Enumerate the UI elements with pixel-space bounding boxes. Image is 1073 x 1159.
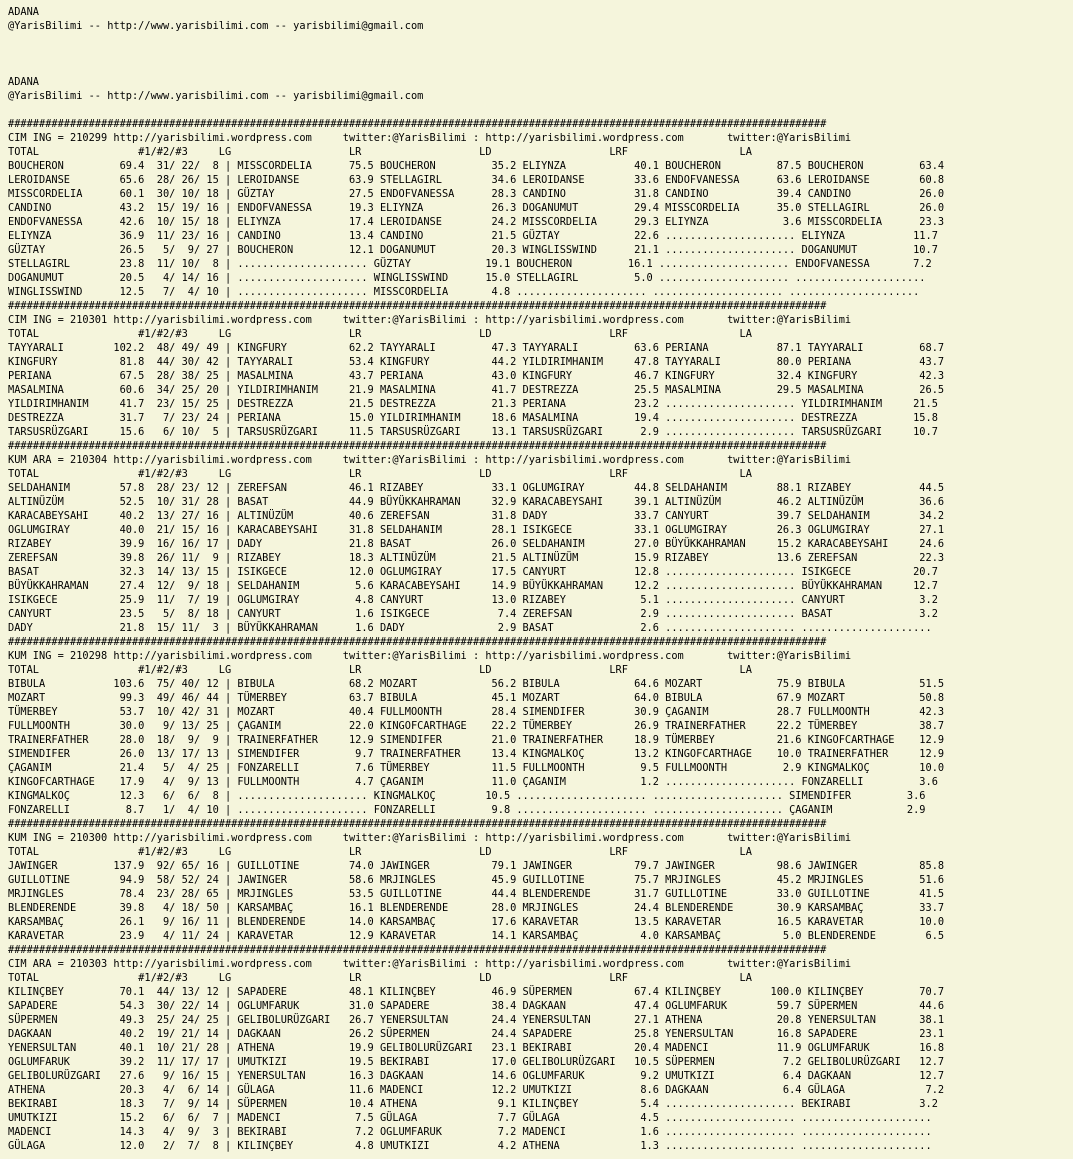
race-row: JAWINGER 137.9 92/ 65/ 16 | GUILLOTINE 74.0 JAWINGER 79.1 JAWINGER 79.7 JAWINGER 98.6 JAWINGER 85.8 xyxy=(8,860,945,872)
contact-line-repeat: @YarisBilimi -- http://www.yarisbilimi.com -- yarisbilimi@gmail.com xyxy=(8,90,424,102)
race-row: ATHENA 20.3 4/ 6/ 14 | GÜLAGA 11.6 MADENCI 12.2 UMUTKIZI 8.6 DAGKAAN 6.4 GÜLAGA 7.2 xyxy=(8,1084,945,1096)
separator-line: #################################################################################################################################### xyxy=(8,944,827,956)
race-row: ÇAGANIM 21.4 5/ 4/ 25 | FONZARELLI 7.6 TÜMERBEY 11.5 FULLMOONTH 9.5 FULLMOONTH 2.9 KINGMALKOÇ 10.0 xyxy=(8,762,945,774)
race-row: UMUTKIZI 15.2 6/ 6/ 7 | MADENCI 7.5 GÜLAGA 7.7 GÜLAGA 4.5 ..................... ..................... xyxy=(8,1112,932,1124)
race-header: CIM ING = 210301 http://yarisbilimi.wordpress.com twitter:@YarisBilimi : http://yarisbilimi.wordpress.com twitter:@YarisBilimi xyxy=(8,314,852,326)
race-header: CIM ING = 210299 http://yarisbilimi.wordpress.com twitter:@YarisBilimi : http://yarisbilimi.wordpress.com twitter:@YarisBilimi xyxy=(8,132,852,144)
column-header: TOTAL #1/#2/#3 LG LR LD LRF LA xyxy=(8,972,752,984)
race-header: KUM ING = 210300 http://yarisbilimi.wordpress.com twitter:@YarisBilimi : http://yarisbilimi.wordpress.com twitter:@YarisBilimi xyxy=(8,832,852,844)
race-row: RIZABEY 39.9 16/ 16/ 17 | DADY 21.8 BASAT 26.0 SELDAHANIM 27.0 BÜYÜKKAHRAMAN 15.2 KARACABEYSAHI 24.6 xyxy=(8,538,945,550)
race-row: DESTREZZA 31.7 7/ 23/ 24 | PERIANA 15.0 YILDIRIMHANIM 18.6 MASALMINA 19.4 ..................... DESTREZZA 15.8 xyxy=(8,412,938,424)
race-row: GUILLOTINE 94.9 58/ 52/ 24 | JAWINGER 58.6 MRJINGLES 45.9 GUILLOTINE 75.7 MRJINGLES 45.2 MRJINGLES 51.6 xyxy=(8,874,945,886)
race-row: MASALMINA 60.6 34/ 25/ 20 | YILDIRIMHANIM 21.9 MASALMINA 41.7 DESTREZZA 25.5 MASALMINA 29.5 MASALMINA 26.5 xyxy=(8,384,945,396)
race-row: OGLUMFARUK 39.2 11/ 17/ 17 | UMUTKIZI 19.5 BEKIRABI 17.0 GELIBOLURÜZGARI 10.5 SÜPERMEN 7.2 GELIBOLURÜZGARI 12.7 xyxy=(8,1056,945,1068)
race-row: BÜYÜKKAHRAMAN 27.4 12/ 9/ 18 | SELDAHANIM 5.6 KARACABEYSAHI 14.9 BÜYÜKKAHRAMAN 12.2 ..................... BÜYÜKKAHRAMAN 12.7 xyxy=(8,580,938,592)
race-row: FONZARELLI 8.7 1/ 4/ 10 | ..................... FONZARELLI 9.8 ..................... ..................... ÇAGANIM 2.9 xyxy=(8,804,926,816)
race-header: KUM ING = 210298 http://yarisbilimi.wordpress.com twitter:@YarisBilimi : http://yarisbilimi.wordpress.com twitter:@YarisBilimi xyxy=(8,650,852,662)
race-row: TARSUSRÜZGARI 15.6 6/ 10/ 5 | TARSUSRÜZGARI 11.5 TARSUSRÜZGARI 13.1 TARSUSRÜZGARI 2.9 ..................... TARSUSRÜZGARI 10.7 xyxy=(8,426,938,438)
race-row: ENDOFVANESSA 42.6 10/ 15/ 18 | ELIYNZA 17.4 LEROIDANSE 24.2 MISSCORDELIA 29.3 ELIYNZA 3.6 MISSCORDELIA 23.3 xyxy=(8,216,945,228)
race-row: LEROIDANSE 65.6 28/ 26/ 15 | LEROIDANSE 63.9 STELLAGIRL 34.6 LEROIDANSE 33.6 ENDOFVANESSA 63.6 LEROIDANSE 60.8 xyxy=(8,174,945,186)
race-row: GÜLAGA 12.0 2/ 7/ 8 | KILINÇBEY 4.8 UMUTKIZI 4.2 ATHENA 1.3 ..................... ..................... xyxy=(8,1140,932,1152)
race-row: MADENCI 14.3 4/ 9/ 3 | BEKIRABI 7.2 OGLUMFARUK 7.2 MADENCI 1.6 ..................... ..................... xyxy=(8,1126,932,1138)
separator-line: #################################################################################################################################### xyxy=(8,118,827,130)
column-header: TOTAL #1/#2/#3 LG LR LD LRF LA xyxy=(8,664,752,676)
race-row: SELDAHANIM 57.8 28/ 23/ 12 | ZEREFSAN 46.1 RIZABEY 33.1 OGLUMGIRAY 44.8 SELDAHANIM 88.1 RIZABEY 44.5 xyxy=(8,482,945,494)
race-row: ISIKGECE 25.9 11/ 7/ 19 | OGLUMGIRAY 4.8 CANYURT 13.0 RIZABEY 5.1 ..................... CANYURT 3.2 xyxy=(8,594,938,606)
race-row: KINGFURY 81.8 44/ 30/ 42 | TAYYARALI 53.4 KINGFURY 44.2 YILDIRIMHANIM 47.8 TAYYARALI 80.0 PERIANA 43.7 xyxy=(8,356,945,368)
race-row: SAPADERE 54.3 30/ 22/ 14 | OGLUMFARUK 31.0 SAPADERE 38.4 DAGKAAN 47.4 OGLUMFARUK 59.7 SÜPERMEN 44.6 xyxy=(8,1000,945,1012)
race-row: TRAINERFATHER 28.0 18/ 9/ 9 | TRAINERFATHER 12.9 SIMENDIFER 21.0 TRAINERFATHER 18.9 TÜMERBEY 21.6 KINGOFCARTHAGE 12.9 xyxy=(8,734,945,746)
race-row: BEKIRABI 18.3 7/ 9/ 14 | SÜPERMEN 10.4 ATHENA 9.1 KILINÇBEY 5.4 ..................... BEKIRABI 3.2 xyxy=(8,1098,938,1110)
race-row: KARAVETAR 23.9 4/ 11/ 24 | KARAVETAR 12.9 KARAVETAR 14.1 KARSAMBAÇ 4.0 KARSAMBAÇ 5.0 BLENDERENDE 6.5 xyxy=(8,930,945,942)
spacer xyxy=(8,47,1073,61)
race-row: GELIBOLURÜZGARI 27.6 9/ 16/ 15 | YENERSULTAN 16.3 DAGKAAN 14.6 OGLUMFARUK 9.2 UMUTKIZI 6.4 DAGKAAN 12.7 xyxy=(8,1070,945,1082)
race-row: DADY 21.8 15/ 11/ 3 | BÜYÜKKAHRAMAN 1.6 DADY 2.9 BASAT 2.6 ..................... ..................... xyxy=(8,622,932,634)
race-block xyxy=(8,831,1073,943)
race-row: KINGOFCARTHAGE 17.9 4/ 9/ 13 | FULLMOONTH 4.7 ÇAGANIM 11.0 ÇAGANIM 1.2 ..................... FONZARELLI 3.6 xyxy=(8,776,938,788)
column-header: TOTAL #1/#2/#3 LG LR LD LRF LA xyxy=(8,468,752,480)
race-block xyxy=(8,313,1073,439)
race-row: YENERSULTAN 40.1 10/ 21/ 28 | ATHENA 19.9 GELIBOLURÜZGARI 23.1 BEKIRABI 20.4 MADENCI 11.9 OGLUMFARUK 16.8 xyxy=(8,1042,945,1054)
race-row: YILDIRIMHANIM 41.7 23/ 15/ 25 | DESTREZZA 21.5 DESTREZZA 21.3 PERIANA 23.2 ..................... YILDIRIMHANIM 21.5 xyxy=(8,398,938,410)
separator-line: #################################################################################################################################### xyxy=(8,440,827,452)
race-row: PERIANA 67.5 28/ 38/ 25 | MASALMINA 43.7 PERIANA 43.0 KINGFURY 46.7 KINGFURY 32.4 KINGFURY 42.3 xyxy=(8,370,945,382)
race-row: FULLMOONTH 30.0 9/ 13/ 25 | ÇAGANIM 22.0 KINGOFCARTHAGE 22.2 TÜMERBEY 26.9 TRAINERFATHER 22.2 TÜMERBEY 38.7 xyxy=(8,720,945,732)
race-row: SÜPERMEN 49.3 25/ 24/ 25 | GELIBOLURÜZGARI 26.7 YENERSULTAN 24.4 YENERSULTAN 27.1 ATHENA 20.8 YENERSULTAN 38.1 xyxy=(8,1014,945,1026)
spacer xyxy=(8,61,1073,75)
spacer xyxy=(8,33,1073,47)
race-row: KARACABEYSAHI 40.2 13/ 27/ 16 | ALTINÜZÜM 40.6 ZEREFSAN 31.8 DADY 33.7 CANYURT 39.7 SELDAHANIM 34.2 xyxy=(8,510,945,522)
report-title-repeat: ADANA xyxy=(8,76,39,88)
race-row: GÜZTAY 26.5 5/ 9/ 27 | BOUCHERON 12.1 DOGANUMUT 20.3 WINGLISSWIND 21.1 ..................... DOGANUMUT 10.7 xyxy=(8,244,938,256)
race-row: DOGANUMUT 20.5 4/ 14/ 16 | ..................... WINGLISSWIND 15.0 STELLAGIRL 5.0 ..................... ..................... xyxy=(8,272,926,284)
spacer xyxy=(8,103,1073,117)
race-row: CANYURT 23.5 5/ 8/ 18 | CANYURT 1.6 ISIKGECE 7.4 ZEREFSAN 2.9 ..................... BASAT 3.2 xyxy=(8,608,938,620)
race-row: ALTINÜZÜM 52.5 10/ 31/ 28 | BASAT 44.9 BÜYÜKKAHRAMAN 32.9 KARACABEYSAHI 39.1 ALTINÜZÜM 46.2 ALTINÜZÜM 36.6 xyxy=(8,496,945,508)
race-block xyxy=(8,649,1073,817)
race-row: KILINÇBEY 70.1 44/ 13/ 12 | SAPADERE 48.1 KILINÇBEY 46.9 SÜPERMEN 67.4 KILINÇBEY 100.0 KILINÇBEY 70.7 xyxy=(8,986,945,998)
race-row: ELIYNZA 36.9 11/ 23/ 16 | CANDINO 13.4 CANDINO 21.5 GÜZTAY 22.6 ..................... ELIYNZA 11.7 xyxy=(8,230,938,242)
column-header: TOTAL #1/#2/#3 LG LR LD LRF LA xyxy=(8,328,752,340)
race-row: CANDINO 43.2 15/ 19/ 16 | ENDOFVANESSA 19.3 ELIYNZA 26.3 DOGANUMUT 29.4 MISSCORDELIA 35.0 STELLAGIRL 26.0 xyxy=(8,202,945,214)
separator-line: #################################################################################################################################### xyxy=(8,300,827,312)
race-row: BIBULA 103.6 75/ 40/ 12 | BIBULA 68.2 MOZART 56.2 BIBULA 64.6 MOZART 75.9 BIBULA 51.5 xyxy=(8,678,945,690)
race-row: MRJINGLES 78.4 23/ 28/ 65 | MRJINGLES 53.5 GUILLOTINE 44.4 BLENDERENDE 31.7 GUILLOTINE 33.0 GUILLOTINE 41.5 xyxy=(8,888,945,900)
race-row: MOZART 99.3 49/ 46/ 44 | TÜMERBEY 63.7 BIBULA 45.1 MOZART 64.0 BIBULA 67.9 MOZART 50.8 xyxy=(8,692,945,704)
race-block xyxy=(8,957,1073,1153)
race-block xyxy=(8,453,1073,635)
race-row: OGLUMGIRAY 40.0 21/ 15/ 16 | KARACABEYSAHI 31.8 SELDAHANIM 28.1 ISIKGECE 33.1 OGLUMGIRAY 26.3 OGLUMGIRAY 27.1 xyxy=(8,524,945,536)
separator-line: #################################################################################################################################### xyxy=(8,636,827,648)
race-block xyxy=(8,131,1073,299)
race-row: ZEREFSAN 39.8 26/ 11/ 9 | RIZABEY 18.3 ALTINÜZÜM 21.5 ALTINÜZÜM 15.9 RIZABEY 13.6 ZEREFSAN 22.3 xyxy=(8,552,945,564)
race-row: KARSAMBAÇ 26.1 9/ 16/ 11 | BLENDERENDE 14.0 KARSAMBAÇ 17.6 KARAVETAR 13.5 KARAVETAR 16.5 KARAVETAR 10.0 xyxy=(8,916,945,928)
race-row: SIMENDIFER 26.0 13/ 17/ 13 | SIMENDIFER 9.7 TRAINERFATHER 13.4 KINGMALKOÇ 13.2 KINGOFCARTHAGE 10.0 TRAINERFATHER 12.9 xyxy=(8,748,945,760)
separator-line: #################################################################################################################################### xyxy=(8,818,827,830)
race-row: BASAT 32.3 14/ 13/ 15 | ISIKGECE 12.0 OGLUMGIRAY 17.5 CANYURT 12.8 ..................... ISIKGECE 20.7 xyxy=(8,566,938,578)
race-row: TAYYARALI 102.2 48/ 49/ 49 | KINGFURY 62.2 TAYYARALI 47.3 TAYYARALI 63.6 PERIANA 87.1 TAYYARALI 68.7 xyxy=(8,342,945,354)
column-header: TOTAL #1/#2/#3 LG LR LD LRF LA xyxy=(8,146,752,158)
race-header: CIM ARA = 210303 http://yarisbilimi.wordpress.com twitter:@YarisBilimi : http://yarisbilimi.wordpress.com twitter:@YarisBilimi xyxy=(8,958,852,970)
race-row: TÜMERBEY 53.7 10/ 42/ 31 | MOZART 40.4 FULLMOONTH 28.4 SIMENDIFER 30.9 ÇAGANIM 28.7 FULLMOONTH 42.3 xyxy=(8,706,945,718)
race-row: MISSCORDELIA 60.1 30/ 10/ 18 | GÜZTAY 27.5 ENDOFVANESSA 28.3 CANDINO 31.8 CANDINO 39.4 CANDINO 26.0 xyxy=(8,188,945,200)
race-row: KINGMALKOÇ 12.3 6/ 6/ 8 | ..................... KINGMALKOÇ 10.5 ..................... ..................... SIMENDIFER 3.6 xyxy=(8,790,926,802)
report-title: ADANA xyxy=(8,6,39,18)
race-row: WINGLISSWIND 12.5 7/ 4/ 10 | ..................... MISSCORDELIA 4.8 ..................... ..................... ..................... xyxy=(8,286,920,298)
race-row: STELLAGIRL 23.8 11/ 10/ 8 | ..................... GÜZTAY 19.1 BOUCHERON 16.1 ..................... ENDOFVANESSA 7.2 xyxy=(8,258,932,270)
column-header: TOTAL #1/#2/#3 LG LR LD LRF LA xyxy=(8,846,752,858)
race-row: BOUCHERON 69.4 31/ 22/ 8 | MISSCORDELIA 75.5 BOUCHERON 35.2 ELIYNZA 40.1 BOUCHERON 87.5 BOUCHERON 63.4 xyxy=(8,160,945,172)
race-row: DAGKAAN 40.2 19/ 21/ 14 | DAGKAAN 26.2 SÜPERMEN 24.4 SAPADERE 25.8 YENERSULTAN 16.8 SAPADERE 23.1 xyxy=(8,1028,945,1040)
contact-line: @YarisBilimi -- http://www.yarisbilimi.com -- yarisbilimi@gmail.com xyxy=(8,20,424,32)
race-header: KUM ARA = 210304 http://yarisbilimi.wordpress.com twitter:@YarisBilimi : http://yarisbilimi.wordpress.com twitter:@YarisBilimi xyxy=(8,454,852,466)
race-list xyxy=(8,117,1073,1153)
race-row: BLENDERENDE 39.8 4/ 18/ 50 | KARSAMBAÇ 16.1 BLENDERENDE 28.0 MRJINGLES 24.4 BLENDERENDE 30.9 KARSAMBAÇ 33.7 xyxy=(8,902,945,914)
